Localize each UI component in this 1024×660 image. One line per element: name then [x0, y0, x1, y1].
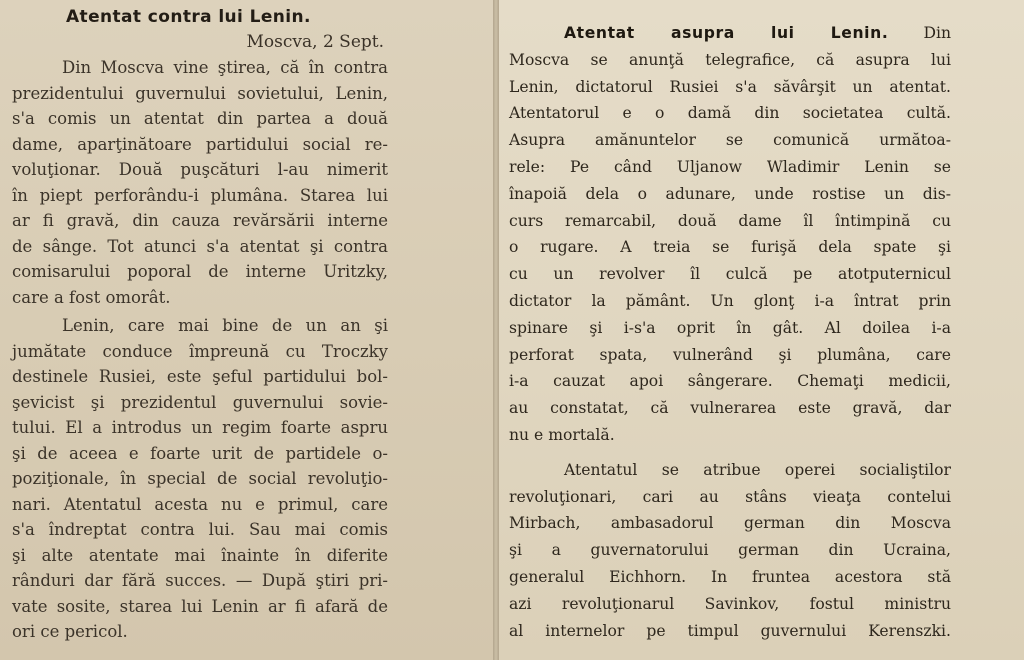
text-line: rânduri dar fără succes. — După ştiri pri- [12, 571, 388, 590]
text-line: de sânge. Tot atunci s'a atentat şi contra [12, 236, 388, 256]
text-line: dictator la pământ. Un glonţ i-a întrat prin [509, 291, 951, 310]
text-line: şevicist şi prezidentul guvernului sovie- [12, 392, 388, 412]
paragraph-left-1 [12, 55, 388, 310]
text-line: vate sosite, starea lui Lenin ar fi afară de [12, 596, 388, 616]
text-line: o rugare. A treia se furişă dela spate şi [509, 238, 951, 257]
text-line: generalul Eichhorn. In fruntea acestora stă [509, 567, 951, 586]
text-line: curs remarcabil, două dame îl întimpină cu [509, 211, 951, 230]
text-line: au constatat, că vulnerarea este gravă, dar [509, 399, 951, 418]
paragraph-right-1 [509, 20, 951, 449]
text-line: nu e mortală. [509, 425, 615, 444]
text-line: Atentatorul e o damă din societatea cultă. [509, 104, 951, 123]
text-line: tului. El a introdus un regim foarte aspru [12, 418, 388, 437]
text-line: voluţionar. Două puşcături l-au nimerit [12, 160, 388, 179]
text-line: Lenin, care mai bine de un an şi [62, 316, 388, 335]
text-line: Asupra amănuntelor se comunică următoa- [509, 131, 951, 150]
text-line: al internelor pe timpul guvernului Kerenszki. [509, 621, 951, 640]
text-line: comisarului poporal de interne Uritzky, [12, 262, 388, 281]
newspaper-clipping-left [0, 0, 493, 660]
text-line: Atentatul se atribue operei socialiştilor [564, 460, 951, 479]
article-right [509, 20, 951, 644]
text-line: Mirbach, ambasadorul german din Moscva [509, 514, 951, 533]
text-line: spinare şi i-s'a oprit în gât. Al doilea i-a [509, 318, 951, 337]
text-fragment: Din [923, 24, 951, 42]
text-line: azi revoluţionarul Savinkov, fostul ministru [509, 594, 951, 613]
dateline: Moscva, 2 Sept. [246, 32, 384, 52]
headline-line [509, 20, 951, 47]
article-title-left: Atentat contra lui Lenin. [66, 7, 311, 27]
text-line: perforat spata, vulnerând şi plumâna, care [509, 345, 951, 364]
newspaper-clipping-right [499, 0, 1024, 660]
paragraph-right-2 [509, 457, 951, 645]
text-line: şi alte atentate mai înainte în diferite [12, 545, 388, 565]
article-title-right: Atentat asupra lui Lenin. [564, 24, 889, 42]
text-line: s'a comis un atentat din partea a două [12, 109, 388, 128]
text-line: destinele Rusiei, este şeful partidului bol- [12, 367, 388, 386]
text-line: jumătate conduce împreună cu Troczky [12, 341, 388, 361]
text-line: prezidentului guvernului sovietului, Lenin, [12, 83, 388, 103]
text-line: înapoiă dela o adunare, unde rostise un dis- [509, 184, 951, 203]
text-line: s'a îndreptat contra lui. Sau mai comis [12, 520, 388, 539]
text-line: poziţionale, în special de social revoluţio- [12, 469, 388, 488]
text-line: rele: Pe când Uljanow Wladimir Lenin se [509, 157, 951, 176]
text-line: Lenin, dictatorul Rusiei s'a săvârşit un atentat. [509, 77, 951, 96]
text-line: dame, aparţinătoare partidului social re- [12, 134, 388, 154]
text-line: ori ce pericol. [12, 622, 128, 641]
text-line: cu un revolver îl culcă pe atotputernicul [509, 265, 951, 284]
text-line: care a fost omorât. [12, 287, 171, 307]
text-line: şi de aceea e foarte urit de partidele o- [12, 443, 388, 463]
text-line: Moscva se anunţă telegrafice, că asupra lui [509, 50, 951, 69]
paragraph-left-2 [12, 313, 388, 645]
text-line: i-a cauzat apoi sângerare. Chemaţi medicii, [509, 372, 951, 391]
text-line: Din Moscva vine ştirea, că în contra [62, 58, 388, 77]
text-line: în piept perforându-i plumâna. Starea lui [12, 185, 388, 205]
text-line: ar fi gravă, din cauza revărsării interne [12, 211, 388, 230]
text-line: şi a guvernatorului german din Ucraina, [509, 541, 951, 560]
article-left [12, 4, 388, 645]
text-line: revoluţionari, cari au stâns vieaţa contelui [509, 487, 951, 506]
text-line: nari. Atentatul acesta nu e primul, care [12, 494, 388, 514]
